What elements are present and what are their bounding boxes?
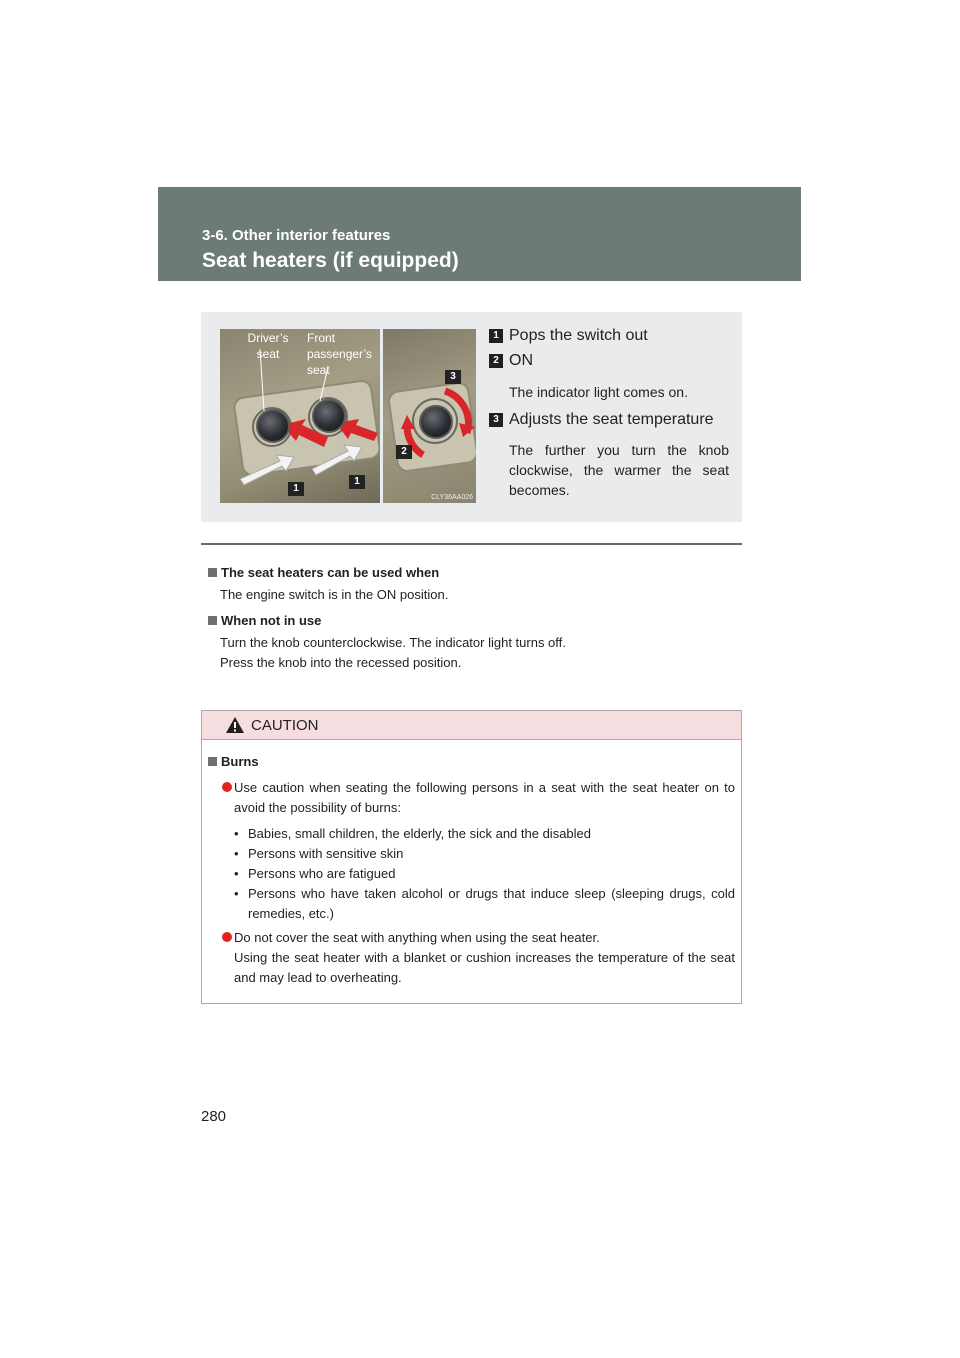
caution-sub-list: [234, 824, 735, 924]
callout-front-passenger-seat: Front passenger’s seat: [307, 331, 372, 377]
sub-list-item: • Persons who have taken alcohol or drugs that induce sleep (sleeping drugs, cold remedies, etc.): [234, 886, 735, 921]
red-bullet-icon: [222, 932, 232, 942]
sub-list-item: • Persons with sensitive skin: [234, 846, 404, 861]
square-bullet-icon: [208, 757, 217, 766]
step-badge-3-figure: 3: [445, 370, 461, 384]
step-text: ON: [509, 352, 533, 369]
note-heading-text: The seat heaters can be used when: [221, 565, 440, 580]
sub-list-item: • Persons who are fatigued: [234, 866, 396, 881]
step-number: 2: [489, 354, 503, 368]
page-title: Seat heaters (if equipped): [202, 249, 459, 272]
seat-heater-knob: [419, 405, 453, 439]
note-line: Turn the knob counterclockwise. The indicator light turns off.: [220, 635, 566, 650]
caution-body: [202, 740, 741, 988]
step-text: Pops the switch out: [509, 327, 648, 344]
step-number: 3: [489, 413, 503, 427]
caution-item: [208, 778, 735, 924]
square-bullet-icon: [208, 568, 217, 577]
seat-heater-switch-photo: [220, 329, 380, 503]
note-body: The engine switch is in the ON position.: [220, 587, 449, 602]
section-divider: [201, 543, 742, 545]
step-description: The further you turn the knob clockwise, the warmer the seat becomes.: [509, 442, 729, 498]
step-list: [489, 326, 729, 500]
note-heading: [208, 613, 738, 629]
note-heading-text: When not in use: [221, 613, 322, 628]
caution-item-text: Use caution when seating the following persons in a seat with the seat heater on to avoid the possibility of burns:: [234, 780, 735, 815]
seat-heater-knob-rotation-photo: [383, 329, 476, 503]
caution-item-text: Using the seat heater with a blanket or cushion increases the temperature of the seat and may lead to overheating.: [234, 950, 735, 985]
caution-item: [208, 928, 735, 988]
caution-label: CAUTION: [251, 717, 319, 734]
caution-header: [202, 711, 741, 740]
note-body: [208, 633, 738, 673]
square-bullet-icon: [208, 616, 217, 625]
step-badge-1-passenger: 1: [349, 475, 365, 489]
caution-heading-text: Burns: [221, 754, 259, 769]
notes-section: [208, 565, 738, 673]
step-2: [489, 351, 729, 402]
note-line: Press the knob into the recessed position.: [220, 655, 462, 670]
caution-item-text: Do not cover the seat with anything when using the seat heater.: [234, 930, 600, 945]
section-header: [158, 187, 801, 281]
red-bullet-icon: [222, 782, 232, 792]
step-1: [489, 326, 729, 346]
step-badge-2-figure: 2: [396, 445, 412, 459]
step-description: The indicator light comes on.: [509, 384, 688, 400]
driver-seat-heater-knob: [256, 409, 290, 443]
figure-code: CLY36AA026: [431, 494, 473, 501]
warning-triangle-icon: [225, 716, 245, 734]
caution-heading: [208, 754, 735, 770]
step-text: Adjusts the seat temperature: [509, 411, 714, 428]
passenger-seat-heater-knob: [312, 399, 346, 433]
figure-panel: [201, 312, 742, 522]
callout-driver-seat: Driver’s seat: [247, 331, 289, 361]
page-number: 280: [201, 1108, 227, 1125]
note-heading: [208, 565, 738, 581]
step-badge-1-driver: 1: [288, 482, 304, 496]
caution-box: [201, 710, 742, 1004]
section-label: 3-6. Other interior features: [202, 227, 391, 244]
step-3: [489, 410, 729, 500]
step-number: 1: [489, 329, 503, 343]
sub-list-item: • Babies, small children, the elderly, the sick and the disabled: [234, 826, 592, 841]
